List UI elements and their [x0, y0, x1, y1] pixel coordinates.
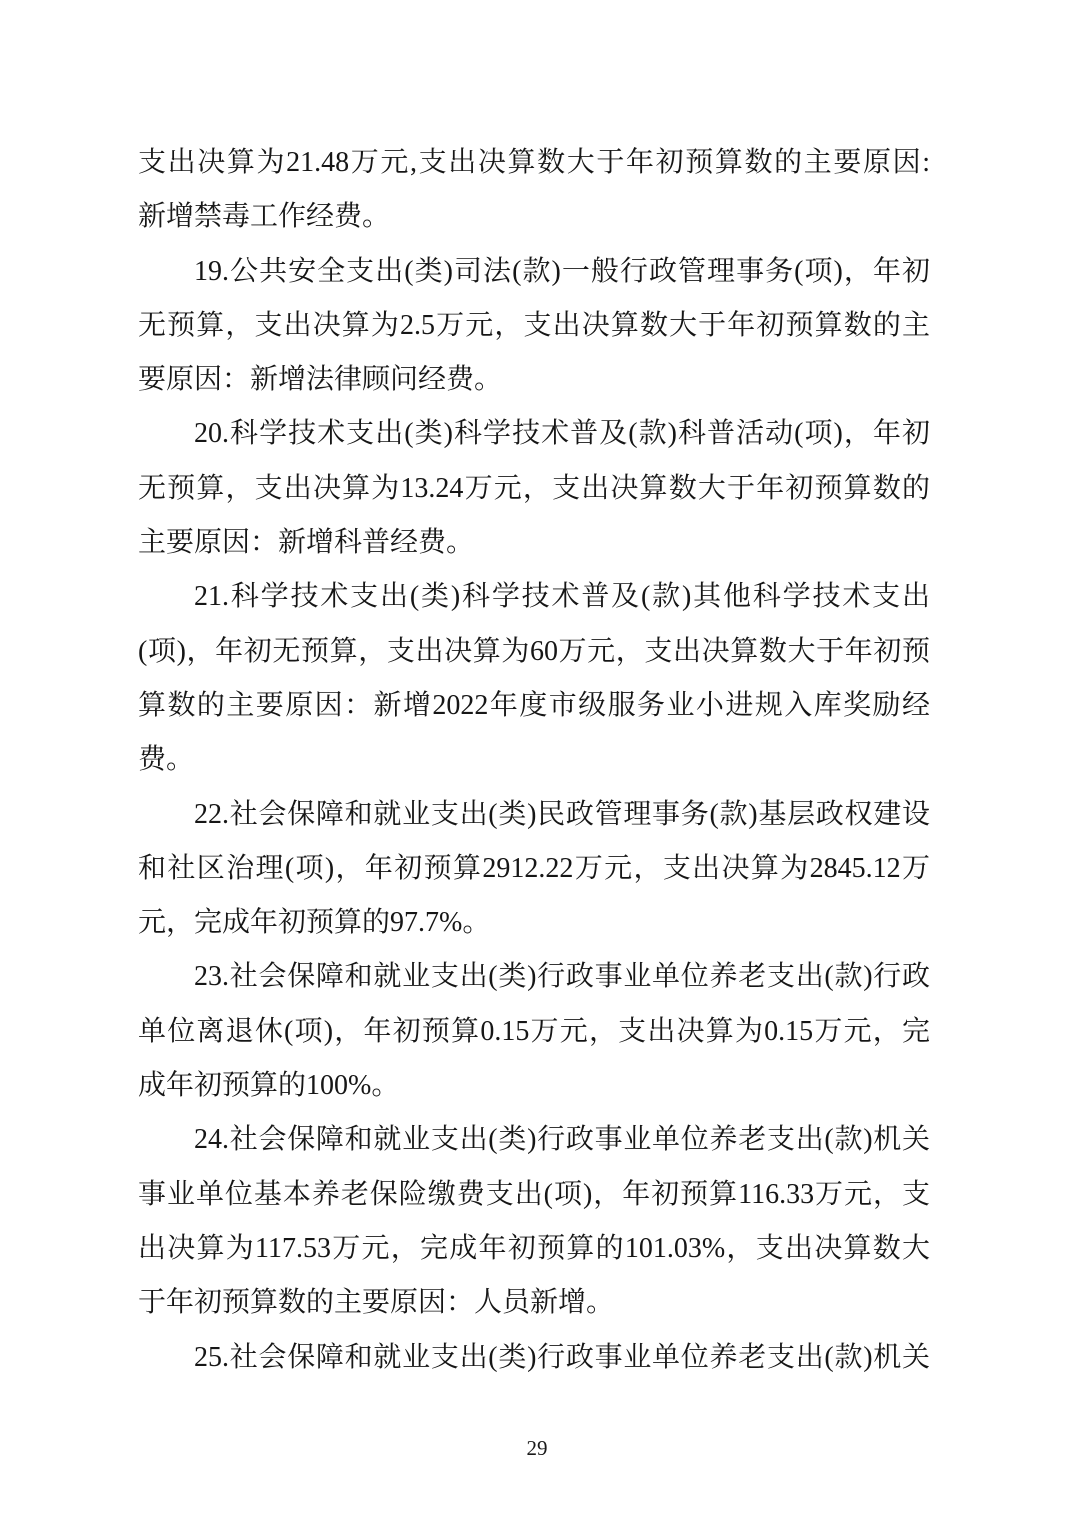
text-line: 出决算为117.53万元，完成年初预算的101.03%，支出决算数大 — [138, 1232, 930, 1264]
text-line: 支出决算为21.48万元,支出决算数大于年初预算数的主要原因: — [138, 147, 930, 178]
text-line: 要原因：新增法律顾问经费。 — [138, 364, 503, 396]
text-line: 单位离退休(项)，年初预算0.15万元，支出决算为0.15万元，完 — [138, 1015, 930, 1047]
text-line: 和社区治理(项)，年初预算2912.22万元，支出决算为2845.12万 — [138, 852, 930, 884]
document-body — [138, 136, 930, 1385]
text-line: 无预算，支出决算为2.5万元，支出决算数大于年初预算数的主 — [138, 309, 930, 341]
text-line: 21.科学技术支出(类)科学技术普及(款)其他科学技术支出 — [194, 581, 930, 613]
text-line: 无预算，支出决算为13.24万元，支出决算数大于年初预算数的 — [138, 472, 930, 504]
page-number: 29 — [526, 1436, 548, 1460]
text-line: 19.公共安全支出(类)司法(款)一般行政管理事务(项)，年初 — [194, 255, 930, 287]
text-line: 主要原因：新增科普经费。 — [138, 527, 475, 559]
text-line: 25.社会保障和就业支出(类)行政事业单位养老支出(款)机关 — [194, 1341, 930, 1373]
text-line: 于年初预算数的主要原因：人员新增。 — [138, 1287, 615, 1319]
text-line: 元，完成年初预算的97.7%。 — [138, 907, 491, 939]
text-line: (项)，年初无预算，支出决算为60万元，支出决算数大于年初预 — [138, 635, 930, 667]
text-line: 成年初预算的100%。 — [138, 1070, 400, 1102]
text-line: 算数的主要原因：新增2022年度市级服务业小进规入库奖励经 — [138, 689, 930, 721]
text-line: 事业单位基本养老保险缴费支出(项)，年初预算116.33万元，支 — [138, 1178, 930, 1210]
text-line: 24.社会保障和就业支出(类)行政事业单位养老支出(款)机关 — [194, 1124, 930, 1156]
text-line: 费。 — [138, 744, 195, 776]
text-line: 23.社会保障和就业支出(类)行政事业单位养老支出(款)行政 — [194, 961, 930, 993]
text-line: 新增禁毒工作经费。 — [138, 201, 391, 233]
text-line: 20.科学技术支出(类)科学技术普及(款)科普活动(项)，年初 — [194, 418, 930, 450]
text-line: 22.社会保障和就业支出(类)民政管理事务(款)基层政权建设 — [194, 798, 930, 830]
